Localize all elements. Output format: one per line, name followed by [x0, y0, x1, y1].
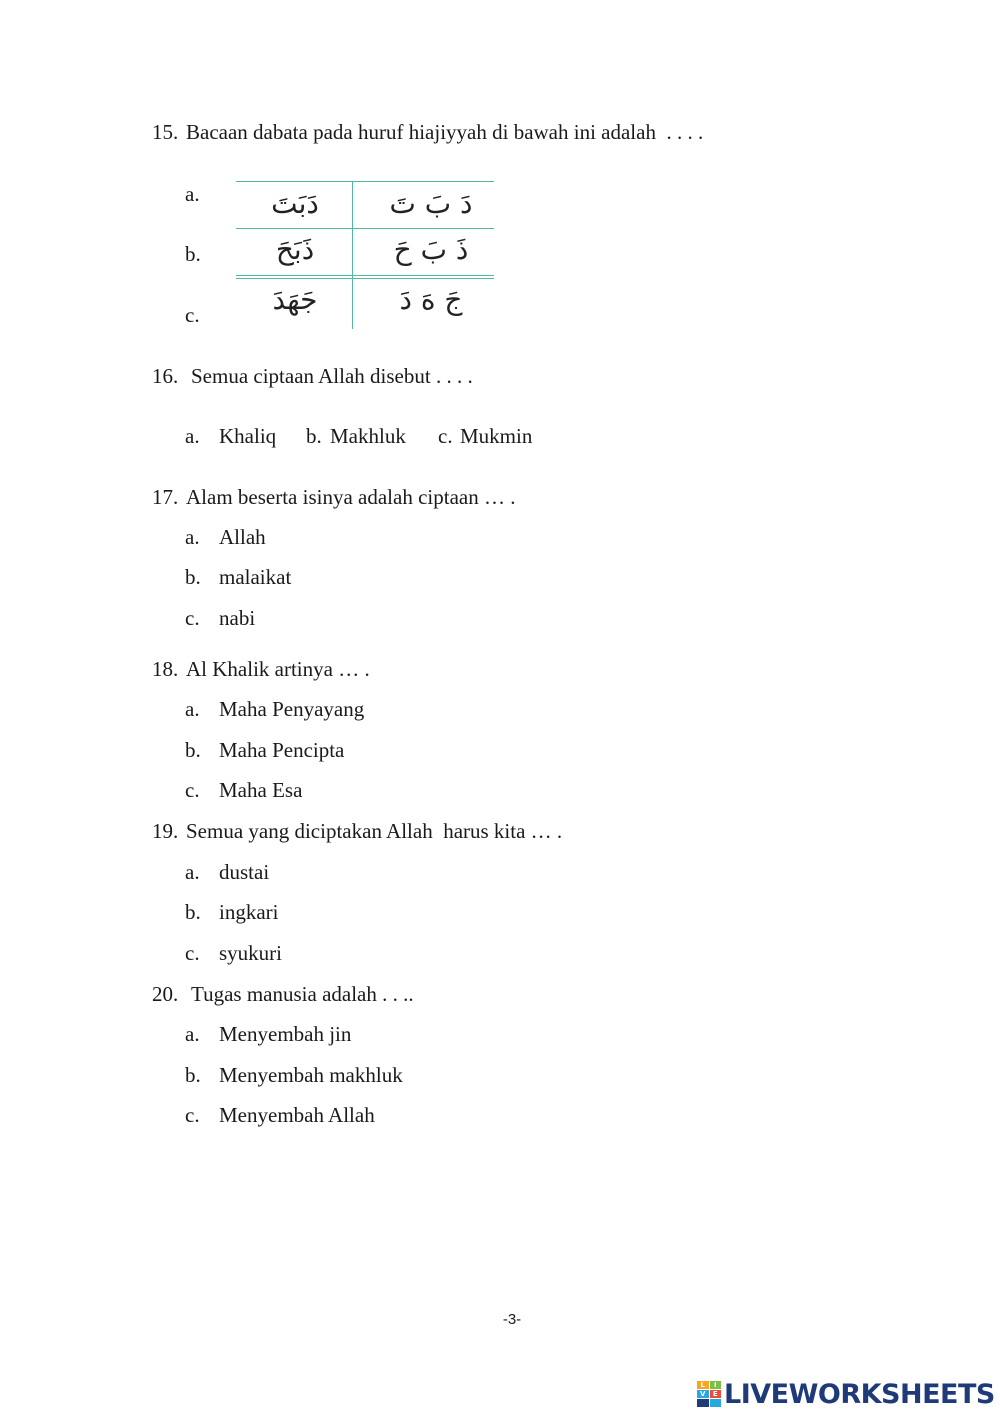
arabic-separate-c: جَ هَ دَ [399, 283, 463, 316]
option-text-c: Maha Esa [219, 778, 303, 802]
page-number: -3- [502, 1311, 522, 1328]
logo-tile: V [697, 1390, 709, 1398]
option-letter-b: b. [306, 424, 322, 448]
option-text-c: syukuri [219, 941, 282, 965]
logo-tile: E [710, 1390, 722, 1398]
option-text-b: ingkari [219, 900, 279, 924]
table-divider [236, 228, 494, 229]
question-text: Alam beserta isinya adalah ciptaan … . [186, 485, 516, 509]
option-letter-a: a. [185, 860, 200, 884]
option-letter-c: c. [185, 303, 200, 327]
arabic-joined-b: ذَبَحَ [275, 233, 315, 266]
question-text: Semua yang diciptakan Allah harus kita … . [186, 819, 563, 843]
liveworksheets-logo[interactable] [697, 1377, 995, 1411]
question-number: 16. [152, 364, 179, 388]
question-text: Bacaan dabata pada huruf hiajiyyah di bawah ini adalah . . . . [186, 120, 704, 144]
option-letter-c: c. [185, 606, 200, 630]
logo-tile [710, 1399, 722, 1407]
liveworksheets-logo-icon [697, 1381, 721, 1407]
option-text-c: Menyembah Allah [219, 1103, 375, 1127]
table-divider [236, 275, 494, 276]
question-number: 20. [152, 982, 179, 1006]
arabic-separate-a: دَ بَ تَ [389, 187, 473, 220]
option-letter-a: a. [185, 1022, 200, 1046]
option-letter-c: c. [185, 1103, 200, 1127]
question-text: Semua ciptaan Allah disebut . . . . [191, 364, 473, 388]
option-text-c: nabi [219, 606, 256, 630]
option-letter-b: b. [185, 900, 201, 924]
option-letter-b: b. [185, 242, 201, 266]
arabic-joined-a: دَبَتَ [271, 187, 319, 220]
question-number: 18. [152, 657, 179, 681]
option-text-a: dustai [219, 860, 270, 884]
option-letter-c: c. [185, 941, 200, 965]
option-letter-a: a. [185, 697, 200, 721]
arabic-separate-b: ذَ بَ حَ [393, 233, 469, 266]
table-divider [236, 278, 494, 279]
option-letter-c: c. [185, 778, 200, 802]
question-text: Al Khalik artinya … . [186, 657, 370, 681]
arabic-joined-c: جَهَدَ [272, 283, 318, 316]
option-text-a: Maha Penyayang [219, 697, 365, 721]
option-letter-a: a. [185, 424, 200, 448]
option-text-b: Makhluk [330, 424, 406, 448]
option-letter-a: a. [185, 182, 200, 206]
table-border [236, 181, 494, 182]
liveworksheets-logo-text: LIVEWORKSHEETS [724, 1378, 995, 1410]
option-text-a: Khaliq [219, 424, 277, 448]
table-column-divider [352, 181, 353, 329]
option-text-a: Allah [219, 525, 266, 549]
arabic-letters-table [236, 181, 494, 329]
option-letter-a: a. [185, 525, 200, 549]
option-text-a: Menyembah jin [219, 1022, 352, 1046]
question-text: Tugas manusia adalah . . .. [191, 982, 414, 1006]
option-letter-b: b. [185, 565, 201, 589]
question-number: 19. [152, 819, 179, 843]
option-letter-b: b. [185, 1063, 201, 1087]
option-text-c: Mukmin [460, 424, 533, 448]
option-text-b: Menyembah makhluk [219, 1063, 403, 1087]
option-letter-c: c. [438, 424, 453, 448]
question-number: 17. [152, 485, 179, 509]
logo-tile [697, 1399, 709, 1407]
logo-tile: I [710, 1381, 722, 1389]
option-text-b: Maha Pencipta [219, 738, 345, 762]
option-letter-b: b. [185, 738, 201, 762]
option-text-b: malaikat [219, 565, 292, 589]
logo-tile: L [697, 1381, 709, 1389]
question-number: 15. [152, 120, 179, 144]
